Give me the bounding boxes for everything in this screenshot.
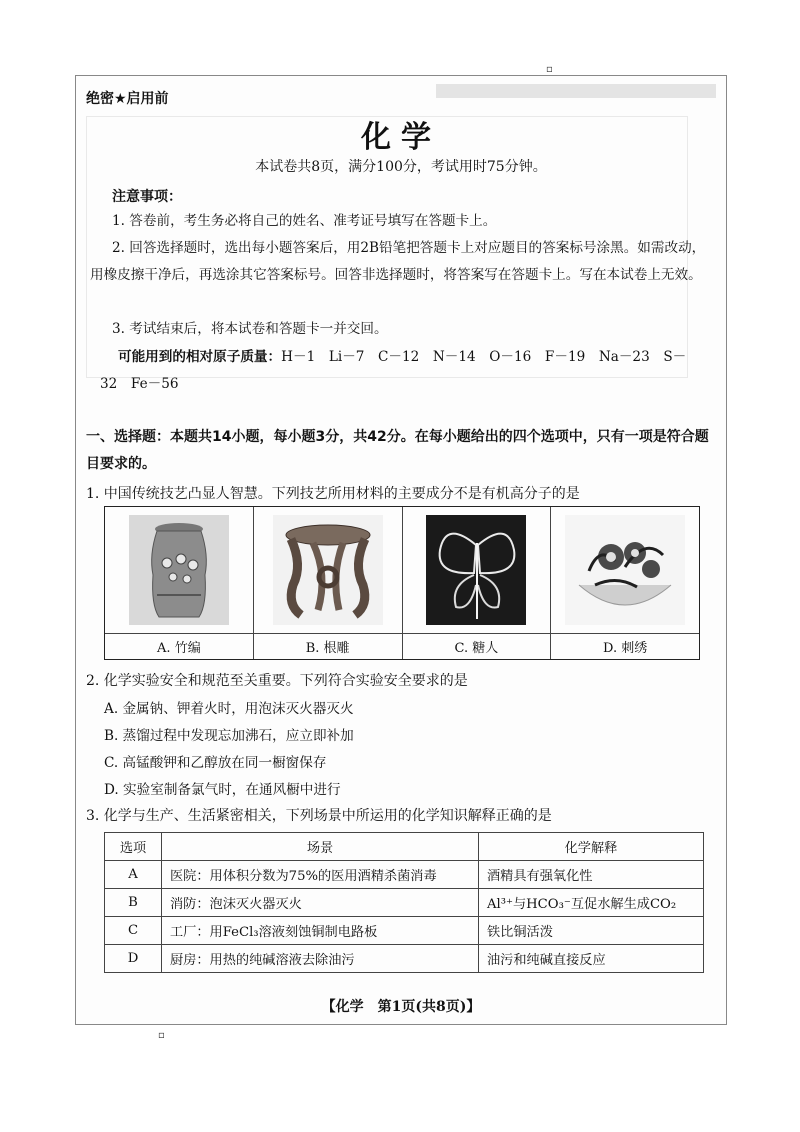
question-2-option: A. 金属钠、钾着火时，用泡沫灭火器灭火 (104, 701, 354, 717)
option-letter: A (105, 861, 162, 889)
option-caption: A. 竹编 (157, 641, 201, 656)
option-letter: B (105, 889, 162, 917)
column-header: 化学解释 (479, 833, 704, 861)
root-carving-icon (273, 515, 383, 625)
question-2-option: D. 实验室制备氯气时，在通风橱中进行 (104, 782, 341, 798)
scenario-cell: 工厂：用FeCl₃溶液刻蚀铜制电路板 (162, 917, 479, 945)
table-row (105, 889, 704, 917)
scenario-cell: 消防：泡沫灭火器灭火 (162, 889, 479, 917)
notes-heading: 注意事项： (112, 189, 182, 205)
question-2-stem: 2. 化学实验安全和规范至关重要。下列符合实验安全要求的是 (86, 673, 468, 689)
sugar-figure-image (403, 507, 551, 634)
exam-subtitle: 本试卷共8页，满分100分，考试用时75分钟。 (255, 159, 547, 175)
atomic-masses-values: H－1 Li－7 C－12 N－14 O－16 F－19 Na－23 S－32 Fe－56 (100, 349, 687, 392)
option-cell-b (254, 507, 403, 659)
explanation-cell: 铁比铜活泼 (479, 917, 704, 945)
note-item: 3. 考试结束后，将本试卷和答题卡一并交回。 (112, 321, 388, 337)
column-header: 选项 (105, 833, 162, 861)
page-footer: 【化学 第1页(共8页)】 (321, 999, 481, 1015)
embroidery-pattern-icon (565, 515, 685, 625)
option-caption: C. 糖人 (454, 641, 499, 656)
option-letter: C (105, 917, 162, 945)
question-1-stem: 1. 中国传统技艺凸显人智慧。下列技艺所用材料的主要成分不是有机高分子的是 (86, 486, 580, 502)
scenario-cell: 厨房：用热的纯碱溶液去除油污 (162, 945, 479, 973)
table-row (105, 861, 704, 889)
scenario-cell: 医院：用体积分数为75%的医用酒精杀菌消毒 (162, 861, 479, 889)
table-header-row (105, 833, 704, 861)
question-2-option: B. 蒸馏过程中发现忘加沸石，应立即补加 (104, 728, 354, 744)
note-item: 1. 答卷前，考生务必将自己的姓名、准考证号填写在答题卡上。 (112, 213, 497, 229)
exam-page (75, 75, 727, 1025)
question-3-stem: 3. 化学与生产、生活紧密相关，下列场景中所运用的化学知识解释正确的是 (86, 808, 552, 824)
bamboo-vase-image (105, 507, 253, 634)
section-heading: 一、选择题：本题共14小题，每小题3分，共42分。在每小题给出的四个选项中，只有一项是符合题目要求的。 (86, 429, 709, 472)
option-cell-c (403, 507, 552, 659)
question-1-image-table (104, 506, 700, 660)
option-caption: B. 根雕 (305, 641, 350, 656)
table-row (105, 917, 704, 945)
option-letter: D (105, 945, 162, 973)
table-row (105, 945, 704, 973)
page-title: 化学 (361, 120, 441, 155)
column-header: 场景 (162, 833, 479, 861)
sugar-butterfly-icon (426, 515, 526, 625)
root-carving-image (254, 507, 402, 634)
confidential-label: 绝密★启用前 (86, 91, 169, 107)
option-cell-d (551, 507, 699, 659)
bleed-through (436, 84, 716, 98)
embroidery-image (551, 507, 699, 634)
bamboo-vase-icon (129, 515, 229, 625)
atomic-masses (90, 344, 700, 398)
option-cell-a (105, 507, 254, 659)
scan-dot: ▫ (546, 64, 553, 75)
atomic-masses-label: 可能用到的相对原子质量： (118, 349, 282, 365)
explanation-cell: 酒精具有强氧化性 (479, 861, 704, 889)
option-caption: D. 刺绣 (603, 641, 648, 656)
question-3-table (104, 832, 704, 973)
scan-dot: ▫ (158, 1030, 165, 1041)
question-2-option: C. 高锰酸钾和乙醇放在同一橱窗保存 (104, 755, 327, 771)
note-item: 2. 回答选择题时，选出每小题答案后，用2B铅笔把答题卡上对应题目的答案标号涂黑。如需改动，用橡皮擦干净后，再选涂其它答案标号。回答非选择题时，将答案写在答题卡上。写在本试卷上无效。 (90, 240, 706, 283)
explanation-cell: Al³⁺与HCO₃⁻互促水解生成CO₂ (479, 889, 704, 917)
explanation-cell: 油污和纯碱直接反应 (479, 945, 704, 973)
